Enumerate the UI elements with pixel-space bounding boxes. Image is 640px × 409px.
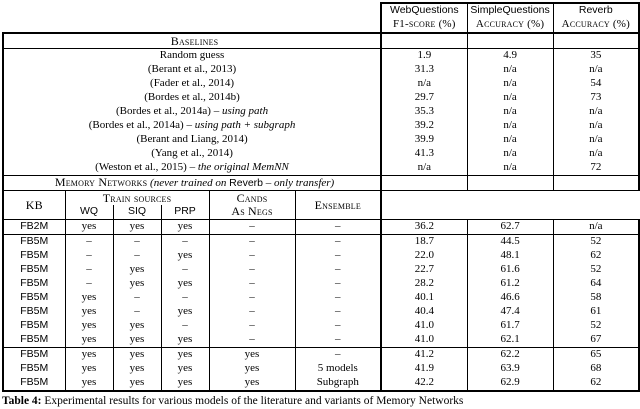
memnn-value-siq: 62.7: [467, 220, 553, 235]
baseline-label-text: (Bordes et al., 2014a) –: [88, 119, 195, 132]
memnn-value-siq: 61.7: [467, 319, 553, 333]
memnn-siq: –: [113, 305, 161, 319]
memnn-value-wq: 40.1: [381, 291, 467, 305]
results-table: [2, 2, 640, 392]
memnn-siq: –: [113, 249, 161, 263]
baseline-reference-label: [3, 77, 381, 91]
memnn-wq: yes: [65, 291, 113, 305]
memnn-cands: yes: [209, 376, 295, 391]
table-caption: [2, 394, 638, 408]
memnn-prp: –: [161, 319, 209, 333]
memnn-siq: yes: [113, 362, 161, 376]
memnn-value-reverb: 62: [553, 249, 639, 263]
baseline-reference-label: [3, 63, 381, 77]
table-row: [3, 133, 639, 147]
table-row: [3, 277, 639, 291]
table-row: [3, 161, 639, 176]
header-metric-reverb: Accuracy (%): [553, 18, 639, 33]
table-row: [3, 77, 639, 91]
memnn-prp: –: [161, 235, 209, 250]
baseline-value-wq: 31.3: [381, 63, 467, 77]
memnn-kb: FB2M: [3, 220, 65, 235]
memnn-kb: FB5M: [3, 249, 65, 263]
memnn-siq: yes: [113, 263, 161, 277]
baseline-value-reverb: n/a: [553, 63, 639, 77]
baseline-label-text: (Berant and Liang, 2014): [136, 133, 248, 146]
memnn-wq: yes: [65, 376, 113, 391]
memnn-value-wq: 22.0: [381, 249, 467, 263]
baseline-value-wq: 39.9: [381, 133, 467, 147]
baseline-reference-label: [3, 133, 381, 147]
section-label-baselines: Baselines: [3, 33, 381, 49]
memnn-wq: –: [65, 277, 113, 291]
memnn-kb: FB5M: [3, 263, 65, 277]
memnn-ensemble: –: [295, 235, 381, 250]
memnn-cands: –: [209, 319, 295, 333]
memnn-value-wq: 28.2: [381, 277, 467, 291]
memnn-prp: yes: [161, 348, 209, 363]
subheader-spacer-wq: [381, 191, 467, 220]
memnn-ensemble: –: [295, 291, 381, 305]
memnn-value-siq: 44.5: [467, 235, 553, 250]
memnn-value-reverb: 58: [553, 291, 639, 305]
memnn-value-reverb: 52: [553, 235, 639, 250]
section-note-dataset: Reverb: [229, 177, 264, 190]
memnn-kb: FB5M: [3, 319, 65, 333]
memnn-value-wq: 40.4: [381, 305, 467, 319]
table-row: [3, 305, 639, 319]
memnn-wq: yes: [65, 333, 113, 348]
section-header-memory-networks: [3, 176, 639, 191]
memnn-cands: –: [209, 305, 295, 319]
baseline-value-siq: n/a: [467, 161, 553, 176]
baseline-reference-label: [3, 161, 381, 176]
memnn-value-siq: 62.2: [467, 348, 553, 363]
baseline-label-text: (Yang et al., 2014): [151, 147, 233, 160]
subheader-ensemble: Ensemble: [295, 191, 381, 220]
baseline-label-text: (Fader et al., 2014): [150, 77, 235, 90]
memnn-cands: –: [209, 235, 295, 250]
header-row-metric-names: [3, 18, 639, 33]
subheader-spacer-siq: [467, 191, 553, 220]
caption-label: Table 4:: [2, 395, 42, 407]
memnn-cands: –: [209, 333, 295, 348]
memnn-prp: yes: [161, 376, 209, 391]
subheader-train-siq: SIQ: [113, 205, 161, 220]
table-row: [3, 376, 639, 391]
memnn-value-reverb: 68: [553, 362, 639, 376]
header-dataset-reverb: Reverb: [553, 3, 639, 18]
table-row: [3, 49, 639, 64]
memnn-value-siq: 48.1: [467, 249, 553, 263]
memnn-value-reverb: 61: [553, 305, 639, 319]
memnn-prp: yes: [161, 333, 209, 348]
subheader-cands-as-negs: [209, 191, 295, 220]
baseline-value-reverb: 35: [553, 49, 639, 64]
baseline-reference-label: [3, 91, 381, 105]
memnn-siq: yes: [113, 348, 161, 363]
memnn-cands: –: [209, 220, 295, 235]
baseline-label-italic: using path + subgraph: [194, 119, 296, 132]
baseline-value-siq: n/a: [467, 133, 553, 147]
memnn-wq: –: [65, 235, 113, 250]
section-note-pre: (never trained on: [147, 177, 230, 190]
header-spacer-2: [3, 18, 381, 33]
table-row: [3, 235, 639, 250]
memnn-kb: FB5M: [3, 348, 65, 363]
memnn-cands: yes: [209, 348, 295, 363]
baseline-value-wq: 1.9: [381, 49, 467, 64]
table-row: [3, 362, 639, 376]
baseline-value-wq: 29.7: [381, 91, 467, 105]
memnn-value-wq: 41.9: [381, 362, 467, 376]
section-label-text: Memory Networks: [54, 175, 148, 190]
memnn-siq: –: [113, 235, 161, 250]
memnn-cands: yes: [209, 362, 295, 376]
baseline-value-reverb: 73: [553, 91, 639, 105]
memnn-ensemble: –: [295, 319, 381, 333]
memnn-value-reverb: 65: [553, 348, 639, 363]
table-row: [3, 220, 639, 235]
baseline-label-text: (Berant et al., 2013): [147, 63, 237, 76]
baseline-value-siq: 4.9: [467, 49, 553, 64]
memnn-wq: yes: [65, 220, 113, 235]
memnn-siq: yes: [113, 319, 161, 333]
baselines-head-spacer-1: [381, 33, 467, 49]
subheader-kb: KB: [3, 191, 65, 220]
baseline-label-text: (Bordes et al., 2014b): [144, 91, 240, 104]
memnn-cands: –: [209, 277, 295, 291]
baseline-label-italic: the original MemNN: [197, 161, 289, 174]
baseline-value-reverb: n/a: [553, 133, 639, 147]
baseline-value-wq: n/a: [381, 77, 467, 91]
memnn-siq: yes: [113, 277, 161, 291]
memnn-wq: –: [65, 249, 113, 263]
baseline-value-siq: n/a: [467, 105, 553, 119]
memnn-kb: FB5M: [3, 291, 65, 305]
memnn-value-siq: 61.6: [467, 263, 553, 277]
table-row: [3, 63, 639, 77]
memnn-kb: FB5M: [3, 362, 65, 376]
table-row: [3, 105, 639, 119]
table-row: [3, 333, 639, 348]
memnn-head-spacer-3: [553, 176, 639, 191]
memnn-cands: –: [209, 291, 295, 305]
header-spacer: [3, 3, 381, 18]
memnn-ensemble: –: [295, 348, 381, 363]
section-note-post: – only transfer): [263, 177, 335, 190]
table-row: [3, 291, 639, 305]
memnn-wq: –: [65, 263, 113, 277]
baselines-head-spacer-3: [553, 33, 639, 49]
memnn-siq: yes: [113, 220, 161, 235]
memnn-prp: yes: [161, 305, 209, 319]
memnn-ensemble: –: [295, 220, 381, 235]
memnn-prp: yes: [161, 277, 209, 291]
baseline-value-wq: 39.2: [381, 119, 467, 133]
section-label-memory-networks: [3, 176, 381, 191]
memnn-kb: FB5M: [3, 376, 65, 391]
memnn-value-wq: 41.0: [381, 333, 467, 348]
memnn-ensemble: –: [295, 305, 381, 319]
table-row: [3, 147, 639, 161]
header-metric-webquestions: F1-score (%): [381, 18, 467, 33]
baseline-label-text: (Weston et al., 2015) –: [95, 161, 198, 174]
memnn-wq: yes: [65, 362, 113, 376]
baseline-value-reverb: 72: [553, 161, 639, 176]
baseline-value-reverb: n/a: [553, 147, 639, 161]
baseline-value-reverb: 54: [553, 77, 639, 91]
baseline-value-siq: n/a: [467, 63, 553, 77]
page-root: [0, 2, 640, 409]
memnn-prp: –: [161, 291, 209, 305]
memnn-value-reverb: 52: [553, 319, 639, 333]
memnn-head-spacer-1: [381, 176, 467, 191]
baseline-label-italic: using path: [221, 105, 269, 118]
memnn-ensemble: –: [295, 333, 381, 348]
memnn-siq: yes: [113, 333, 161, 348]
memnn-wq: yes: [65, 319, 113, 333]
memnn-ensemble: –: [295, 277, 381, 291]
memnn-value-siq: 62.1: [467, 333, 553, 348]
memnn-kb: FB5M: [3, 277, 65, 291]
table-row: [3, 91, 639, 105]
baseline-value-wq: n/a: [381, 161, 467, 176]
memnn-value-siq: 61.2: [467, 277, 553, 291]
memnn-value-siq: 47.4: [467, 305, 553, 319]
cands-line-1: Cands: [236, 191, 268, 206]
header-dataset-webquestions: WebQuestions: [381, 3, 467, 18]
memnn-kb: FB5M: [3, 305, 65, 319]
memnn-value-reverb: 62: [553, 376, 639, 391]
subheader-train-prp: PRP: [161, 205, 209, 220]
memnn-prp: –: [161, 263, 209, 277]
memnn-ensemble: 5 models: [295, 362, 381, 376]
memnn-head-spacer-2: [467, 176, 553, 191]
baseline-label-text: Random guess: [159, 49, 225, 62]
memnn-value-wq: 41.2: [381, 348, 467, 363]
baseline-value-siq: n/a: [467, 91, 553, 105]
memnn-kb: FB5M: [3, 235, 65, 250]
memnn-prp: yes: [161, 362, 209, 376]
baseline-reference-label: [3, 147, 381, 161]
baseline-value-wq: 35.3: [381, 105, 467, 119]
table-row: [3, 263, 639, 277]
section-header-baselines: [3, 33, 639, 49]
baseline-reference-label: [3, 49, 381, 64]
memnn-value-wq: 41.0: [381, 319, 467, 333]
memnn-wq: yes: [65, 305, 113, 319]
baseline-label-text: (Bordes et al., 2014a) –: [115, 105, 222, 118]
subheader-train-sources: Train sources: [65, 191, 209, 206]
memnn-cands: –: [209, 249, 295, 263]
subheader-train-wq: WQ: [65, 205, 113, 220]
baseline-reference-label: [3, 105, 381, 119]
subheader-spacer-reverb: [553, 191, 639, 220]
table-row: [3, 319, 639, 333]
baseline-value-reverb: n/a: [553, 105, 639, 119]
header-row-dataset-names: [3, 3, 639, 18]
header-dataset-simplequestions: SimpleQuestions: [467, 3, 553, 18]
memnn-prp: yes: [161, 220, 209, 235]
memnn-wq: yes: [65, 348, 113, 363]
memnn-ensemble: –: [295, 263, 381, 277]
baselines-head-spacer-2: [467, 33, 553, 49]
memnn-ensemble: –: [295, 249, 381, 263]
cands-line-2: As Negs: [231, 204, 273, 218]
baseline-value-siq: n/a: [467, 77, 553, 91]
table-row: [3, 119, 639, 133]
header-metric-simplequestions: Accuracy (%): [467, 18, 553, 33]
baseline-value-reverb: n/a: [553, 119, 639, 133]
table-row: [3, 249, 639, 263]
memnn-cands: –: [209, 263, 295, 277]
memnn-value-wq: 18.7: [381, 235, 467, 250]
caption-text: Experimental results for various models of the literature and variants of Memory Networks: [41, 395, 464, 407]
memnn-value-wq: 36.2: [381, 220, 467, 235]
memnn-value-siq: 46.6: [467, 291, 553, 305]
memnn-value-reverb: 52: [553, 263, 639, 277]
memnn-prp: yes: [161, 249, 209, 263]
memnn-siq: –: [113, 291, 161, 305]
memnn-value-siq: 62.9: [467, 376, 553, 391]
subheader-row-top: [3, 191, 639, 206]
memnn-value-wq: 42.2: [381, 376, 467, 391]
memnn-kb: FB5M: [3, 333, 65, 348]
table-row: [3, 348, 639, 363]
memnn-value-reverb: n/a: [553, 220, 639, 235]
memnn-value-siq: 63.9: [467, 362, 553, 376]
baseline-value-siq: n/a: [467, 147, 553, 161]
memnn-siq: yes: [113, 376, 161, 391]
memnn-ensemble: Subgraph: [295, 376, 381, 391]
memnn-value-reverb: 64: [553, 277, 639, 291]
baseline-value-siq: n/a: [467, 119, 553, 133]
baseline-value-wq: 41.3: [381, 147, 467, 161]
baseline-reference-label: [3, 119, 381, 133]
memnn-value-wq: 22.7: [381, 263, 467, 277]
memnn-value-reverb: 67: [553, 333, 639, 348]
